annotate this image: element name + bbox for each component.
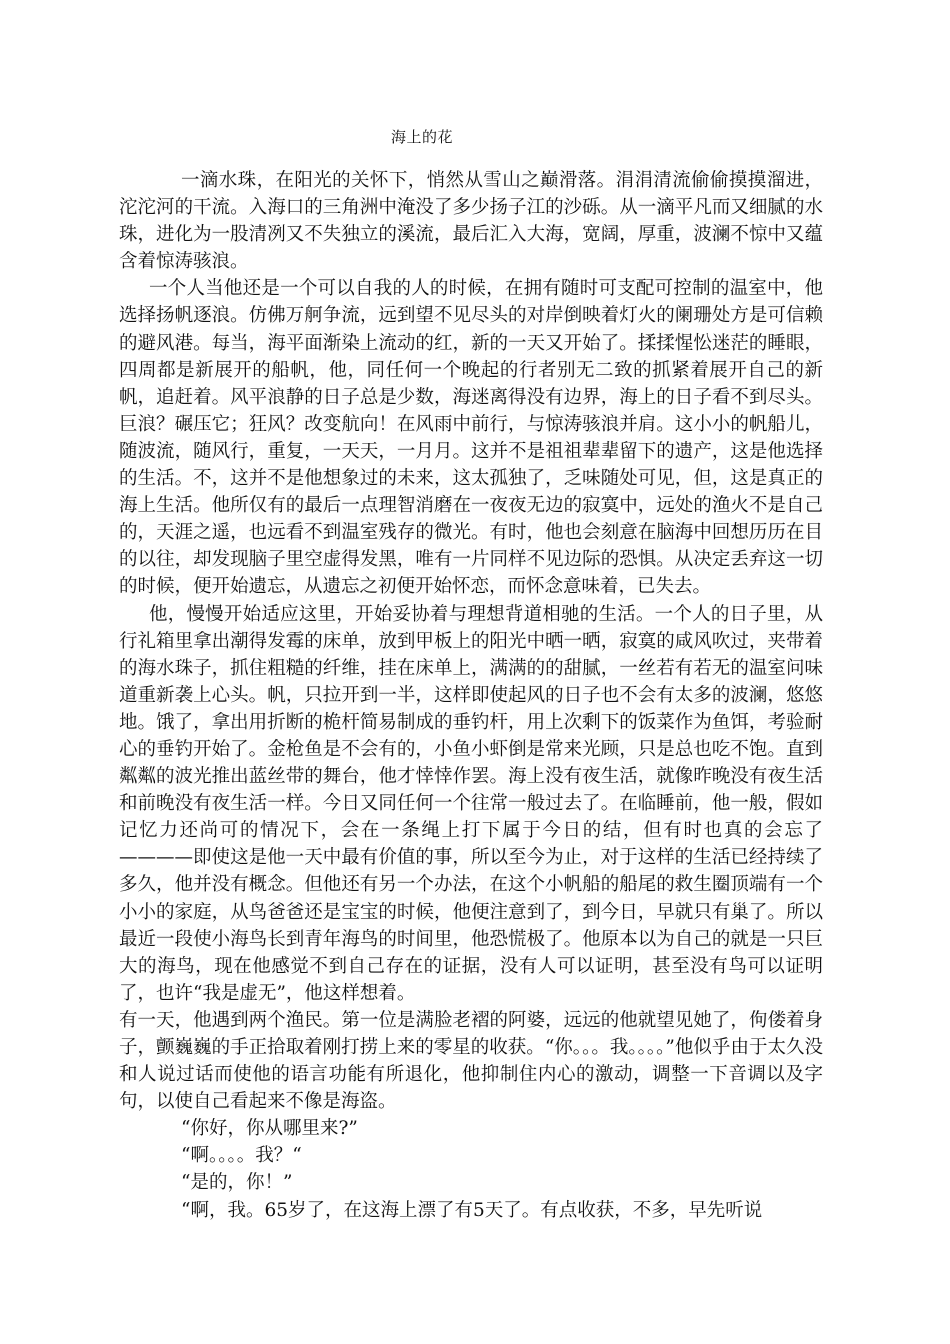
- paragraph-4: 有一天，他遇到两个渔民。第一位是满脸老褶的阿婆，远远的他就望见她了，佝偻着身子，颤巍巍的手正拾取着刚打捞上来的零星的收获。“你。。。我。。。。”他似乎由于太久没和人说过话而使他的语言功能有所退化，他抑制住内心的激动，调整一下音调以及字句，以使自己看起来不像是海盗。: [119, 1009, 823, 1113]
- paragraph-2: 一个人当他还是一个可以自我的人的时候，在拥有随时可支配可控制的温室中，他选择扬帆逐浪。仿佛万舸争流，远到望不见尽头的对岸倒映着灯火的阑珊处方是可信赖的避风港。每当，海平面渐染上流动的红，新的一天又开始了。揉揉惺忪迷茫的睡眼，四周都是新展开的船帆，他，同任何一个晚起的行者别无二致的抓紧着展开自己的新帆，追赶着。风平浪静的日子总是少数，海迷离得没有边界，海上的日子看不到尽头。巨浪？碾压它；狂风？改变航向！在风雨中前行，与惊涛骇浪并肩。这小小的帆船儿，随波流，随风行，重复，一天天，一月月。这并不是祖祖辈辈留下的遗产，这是他选择的生活。不，这并不是他想象过的未来，这太孤独了，乏味随处可见，但，这是真正的海上生活。他所仅有的最后一点理智消磨在一夜夜无边的寂寞中，远处的渔火不是自己的，天涯之遥，也远看不到温室残存的微光。有时，他也会刻意在脑海中回想历历在目的以往，却发现脑子里空虚得发黑，唯有一片同样不见边际的恐惧。从决定丢弃这一切的时候，便开始遗忘，从遗忘之初便开始怀恋，而怀念意味着，已失去。: [119, 278, 823, 598]
- dialogue-line-4: “啊，我。65岁了，在这海上漂了有5天了。有点收获，不多，早先听说: [181, 1199, 763, 1221]
- paragraph-3: 他，慢慢开始适应这里，开始妥协着与理想背道相驰的生活。一个人的日子里，从行礼箱里拿出潮得发霉的床单，放到甲板上的阳光中晒一晒，寂寞的咸风吹过，夹带着的海水珠子，抓住粗糙的纤维，挂在床单上，满满的的甜腻，一丝若有若无的温室问味道重新袭上心头。帆，只拉开到一半，这样即使起风的日子也不会有太多的波澜，悠悠地。饿了，拿出用折断的桅杆简易制成的垂钓杆，用上次剩下的饭菜作为鱼饵，考验耐心的垂钓开始了。金枪鱼是不会有的，小鱼小虾倒是常来光顾，只是总也吃不饱。直到粼粼的波光推出蓝丝带的舞台，他才悻悻作罢。海上没有夜生活，就像昨晚没有夜生活和前晚没有夜生活一样。今日又同任何一个往常一般过去了。在临睡前，他一般，假如记忆力还尚可的情况下，会在一条绳上打下属于今日的结，但有时也真的会忘了————即使这是他一天中最有价值的事，所以至今为止，对于这样的生活已经持续了多久，他并没有概念。但他还有另一个办法，在这个小帆船的船尾的救生圈顶端有一个小小的家庭，从鸟爸爸还是宝宝的时候，他便注意到了，到今日，早就只有巢了。所以最近一段使小海鸟长到青年海鸟的时间里，他恐慌极了。他原本以为自己的就是一只巨大的海鸟，现在他感觉不到自己存在的证据，没有人可以证明，甚至没有鸟可以证明了，也许“我是虚无”，他这样想着。: [119, 603, 823, 1004]
- page-title: 海上的花: [391, 128, 454, 146]
- paragraph-1: 一滴水珠，在阳光的关怀下，悄然从雪山之巅滑落。涓涓清流偷偷摸摸溜进，沱沱河的干流。入海口的三角洲中淹没了多少扬子江的沙砾。从一滴平凡而又细腻的水珠，进化为一股清冽又不失独立的溪流，最后汇入大海，宽阔，厚重，波澜不惊中又蕴含着惊涛骇浪。: [119, 170, 823, 273]
- dialogue-line-2: “啊。。。。我？“: [181, 1145, 302, 1167]
- dialogue-line-1: “你好，你从哪里来?”: [181, 1118, 358, 1140]
- dialogue-line-3: “是的，你！”: [181, 1172, 293, 1194]
- document-body: [119, 167, 823, 1224]
